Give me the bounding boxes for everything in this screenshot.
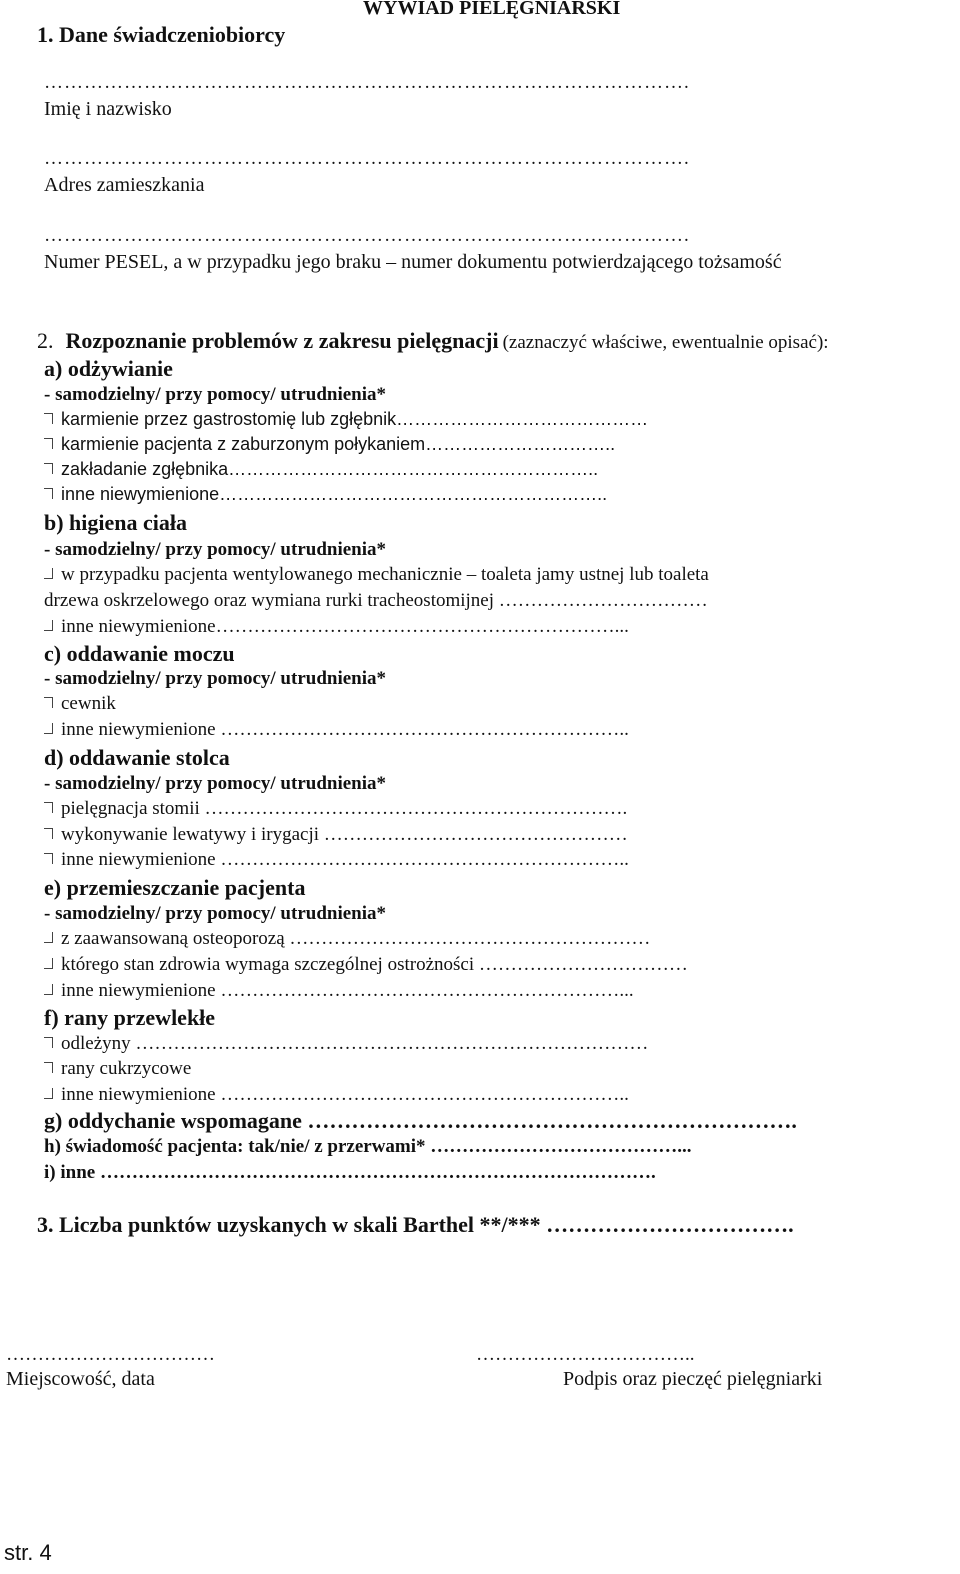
c-item-2-label: inne niewymienione ………………………………………………………..: [61, 719, 629, 740]
f-item-3-label: inne niewymienione ………………………………………………………..: [61, 1084, 629, 1105]
checkbox-icon[interactable]: [44, 1062, 53, 1073]
checkbox-icon[interactable]: [44, 723, 53, 734]
f-item-1: [44, 1033, 648, 1055]
pesel-field-line: …………………………………………………………………………………….: [44, 225, 690, 246]
b-item-2: [44, 616, 629, 638]
section-1-heading: 1. Dane świadczeniobiorcy: [37, 22, 286, 47]
c-item-1: [44, 693, 116, 715]
c-item-2: [44, 719, 629, 741]
checkbox-icon[interactable]: [44, 984, 53, 995]
f-item-3: [44, 1084, 629, 1106]
e-item-3-label: inne niewymienione ………………………………………………………...: [61, 980, 634, 1001]
subsection-i: i) inne …………………………………………………………………………….: [44, 1162, 656, 1183]
subsection-h: h) świadomość pacjenta: tak/nie/ z przerwami* …………………………………...: [44, 1136, 692, 1157]
b-item-1-label: w przypadku pacjenta wentylowanego mechanicznie – toaleta jamy ustnej lub toaleta: [61, 564, 709, 585]
checkbox-icon[interactable]: [44, 488, 53, 499]
checkbox-icon[interactable]: [44, 697, 53, 708]
d-item-1: [44, 798, 627, 820]
f-item-2-label: rany cukrzycowe: [61, 1058, 192, 1079]
signature-label: Podpis oraz pieczęć pielęgniarki: [563, 1368, 823, 1390]
place-date-label: Miejscowość, data: [6, 1368, 155, 1390]
a-item-1: [44, 409, 648, 430]
checkbox-icon[interactable]: [44, 1037, 53, 1048]
b-item-1: [44, 564, 709, 586]
f-item-1-label: odleżyny ………………………………………………………………………: [61, 1033, 649, 1054]
b-item-1-continued: drzewa oskrzelowego oraz wymiana rurki tracheostomijnej ……………………………: [44, 590, 708, 611]
section-2-heading: [37, 328, 829, 354]
address-label: Adres zamieszkania: [44, 174, 205, 196]
f-item-2: [44, 1058, 191, 1080]
a-item-3-label: zakładanie zgłębnika……………………………………………………..: [61, 459, 599, 479]
checkbox-icon[interactable]: [44, 463, 53, 474]
subsection-c-title: c) oddawanie moczu: [44, 641, 235, 666]
section-3-heading: 3. Liczba punktów uzyskanych w skali Barthel **/*** …………………………….: [37, 1212, 794, 1237]
d-item-1-label: pielęgnacja stomii ………………………………………………………….: [61, 798, 628, 819]
place-date-line: ……………………………: [6, 1344, 215, 1365]
subsection-b-title: b) higiena ciała: [44, 510, 188, 535]
name-field-line: …………………………………………………………………………………….: [44, 72, 690, 93]
address-field-line: …………………………………………………………………………………….: [44, 148, 690, 169]
a-item-2-label: karmienie pacjenta z zaburzonym połykaniem…………………………..: [61, 434, 616, 454]
b-item-2-label: inne niewymienione………………………………………………………...: [61, 616, 629, 637]
subsection-d-title: d) oddawanie stolca: [44, 745, 230, 770]
checkbox-icon[interactable]: [44, 438, 53, 449]
page-number: str. 4: [4, 1540, 52, 1565]
subsection-a-mode: - samodzielny/ przy pomocy/ utrudnienia*: [44, 384, 387, 405]
checkbox-icon[interactable]: [44, 620, 53, 631]
e-item-3: [44, 980, 634, 1002]
d-item-3: [44, 849, 629, 871]
subsection-f-title: f) rany przewlekłe: [44, 1005, 216, 1030]
signature-line: ……………………………..: [476, 1344, 695, 1365]
a-item-4-label: inne niewymienione………………………………………………………..: [61, 484, 608, 504]
section-2-title: Rozpoznanie problemów z zakresu pielęgnacji: [65, 328, 499, 353]
checkbox-icon[interactable]: [44, 828, 53, 839]
checkbox-icon[interactable]: [44, 932, 53, 943]
c-item-1-label: cewnik: [61, 693, 116, 714]
section-2-note: (zaznaczyć właściwe, ewentualnie opisać):: [502, 332, 829, 353]
a-item-1-label: karmienie przez gastrostomię lub zgłębnik……………………………………: [61, 409, 649, 429]
document-title: WYWIAD PIELĘGNIARSKI: [363, 0, 621, 19]
checkbox-icon[interactable]: [44, 853, 53, 864]
e-item-1: [44, 928, 650, 950]
subsection-a-title: a) odżywianie: [44, 356, 173, 381]
d-item-2: [44, 824, 628, 846]
e-item-2: [44, 954, 688, 976]
d-item-3-label: inne niewymienione ………………………………………………………..: [61, 849, 629, 870]
subsection-e-mode: - samodzielny/ przy pomocy/ utrudnienia*: [44, 903, 387, 924]
e-item-1-label: z zaawansowaną osteoporozą …………………………………………………: [61, 928, 651, 949]
checkbox-icon[interactable]: [44, 958, 53, 969]
name-label: Imię i nazwisko: [44, 98, 172, 120]
checkbox-icon[interactable]: [44, 413, 53, 424]
checkbox-icon[interactable]: [44, 802, 53, 813]
checkbox-icon[interactable]: [44, 1088, 53, 1099]
subsection-b-mode: - samodzielny/ przy pomocy/ utrudnienia*: [44, 539, 387, 560]
pesel-label: Numer PESEL, a w przypadku jego braku – numer dokumentu potwierdzającego tożsamość: [44, 251, 782, 273]
subsection-e-title: e) przemieszczanie pacjenta: [44, 875, 306, 900]
a-item-4: [44, 484, 607, 505]
checkbox-icon[interactable]: [44, 568, 53, 579]
subsection-g: g) oddychanie wspomagane ………………………………………………………….: [44, 1108, 797, 1133]
section-2-number: 2.: [37, 328, 54, 353]
subsection-d-mode: - samodzielny/ przy pomocy/ utrudnienia*: [44, 773, 387, 794]
a-item-2: [44, 434, 615, 455]
e-item-2-label: którego stan zdrowia wymaga szczególnej ostrożności ……………………………: [61, 954, 688, 975]
d-item-2-label: wykonywanie lewatywy i irygacji …………………………………………: [61, 824, 628, 845]
a-item-3: [44, 459, 598, 480]
subsection-c-mode: - samodzielny/ przy pomocy/ utrudnienia*: [44, 668, 387, 689]
